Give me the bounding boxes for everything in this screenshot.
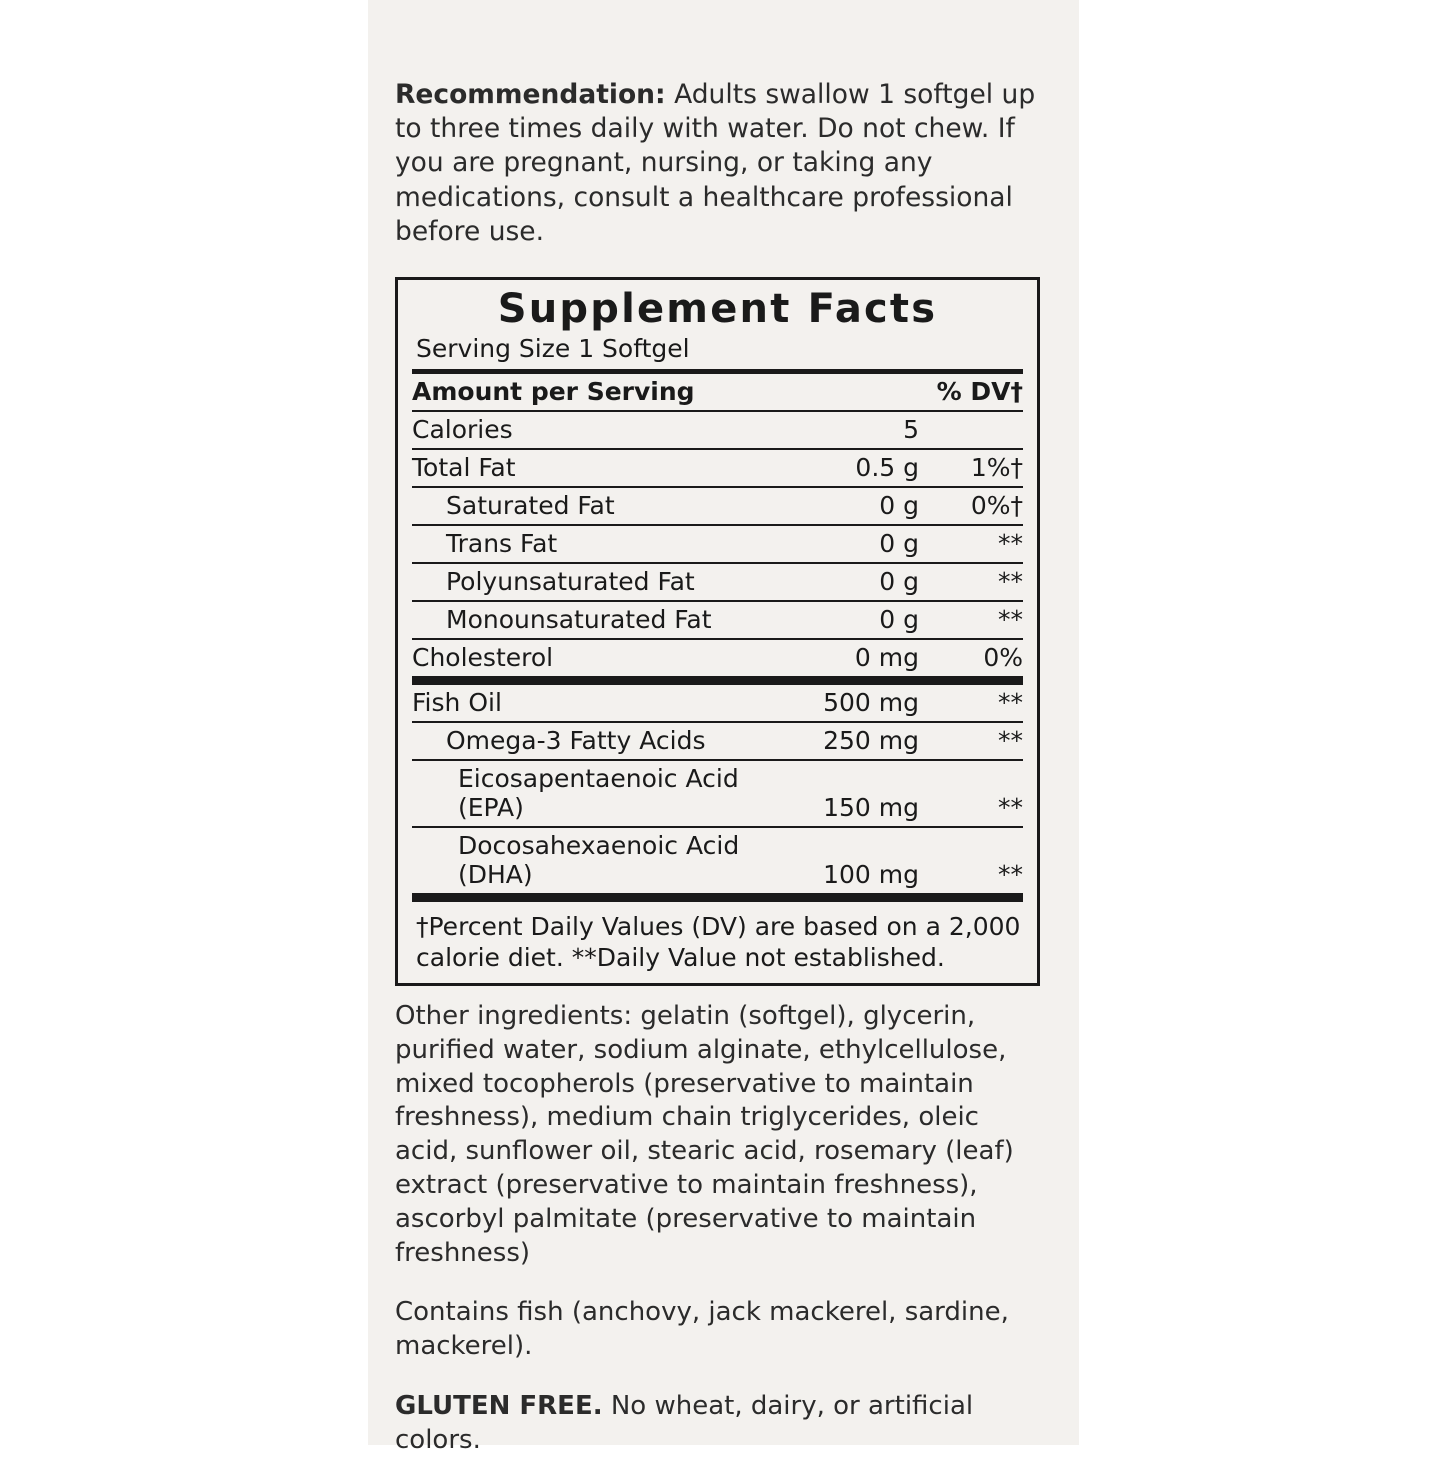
table-row xyxy=(412,449,1023,487)
row-dv: ** xyxy=(919,601,1023,639)
gluten-free-label: GLUTEN FREE. xyxy=(395,1391,603,1422)
row-amount: 0 mg xyxy=(769,639,919,681)
row-amount: 100 mg xyxy=(769,827,919,898)
row-dv: ** xyxy=(919,722,1023,760)
row-name: Docosahexaenoic Acid (DHA) xyxy=(412,827,769,898)
row-dv: 0% xyxy=(919,639,1023,681)
table-row xyxy=(412,411,1023,449)
recommendation-text: Adults swallow 1 softgel up to three times daily with water. Do not chew. If you are pregnant, nursing, or taking any medications, consult a healthcare professional before use. xyxy=(395,79,1036,247)
row-dv: ** xyxy=(919,827,1023,898)
supplement-facts-table-part1 xyxy=(412,374,1023,685)
table-row xyxy=(412,487,1023,525)
supplement-facts-title: Supplement Facts xyxy=(497,285,938,332)
dv-header: % DV† xyxy=(919,374,1023,411)
row-amount: 250 mg xyxy=(769,722,919,760)
serving-size: Serving Size 1 Softgel xyxy=(416,334,690,364)
row-dv: 1%† xyxy=(919,449,1023,487)
row-name: Fish Oil xyxy=(412,685,769,722)
row-name: Saturated Fat xyxy=(412,487,769,525)
amount-per-serving-header: Amount per Serving xyxy=(412,374,769,411)
table-row xyxy=(412,722,1023,760)
row-amount: 0 g xyxy=(769,525,919,563)
supplement-facts-table-part2 xyxy=(412,685,1023,902)
table-header-row xyxy=(412,374,1023,411)
row-amount: 5 xyxy=(769,411,919,449)
table-row xyxy=(412,827,1023,898)
row-dv: ** xyxy=(919,563,1023,601)
recommendation-block xyxy=(395,78,1040,249)
gluten-free-statement xyxy=(395,1390,1040,1458)
gluten-free-text: No wheat, dairy, or artificial colors. xyxy=(395,1391,974,1455)
row-amount: 0 g xyxy=(769,563,919,601)
row-amount: 500 mg xyxy=(769,685,919,722)
row-dv: ** xyxy=(919,525,1023,563)
table-row xyxy=(412,525,1023,563)
row-name: Cholesterol xyxy=(412,639,769,681)
row-amount: 0.5 g xyxy=(769,449,919,487)
row-amount: 150 mg xyxy=(769,760,919,827)
table-row xyxy=(412,601,1023,639)
row-dv: ** xyxy=(919,685,1023,722)
amount-header-spacer xyxy=(769,374,919,411)
row-name: Eicosapentaenoic Acid (EPA) xyxy=(412,760,769,827)
row-dv: 0%† xyxy=(919,487,1023,525)
recommendation-label: Recommendation: xyxy=(395,79,666,110)
row-name: Trans Fat xyxy=(412,525,769,563)
row-name: Monounsaturated Fat xyxy=(412,601,769,639)
row-amount: 0 g xyxy=(769,487,919,525)
row-dv xyxy=(919,411,1023,449)
table-row xyxy=(412,760,1023,827)
table-row xyxy=(412,563,1023,601)
row-name: Total Fat xyxy=(412,449,769,487)
table-row xyxy=(412,685,1023,722)
row-name: Omega-3 Fatty Acids xyxy=(412,722,769,760)
label-content xyxy=(395,0,1040,1455)
daily-value-footnote: †Percent Daily Values (DV) are based on a 2,000 calorie diet. **Daily Value not established. xyxy=(416,912,1021,972)
row-amount: 0 g xyxy=(769,601,919,639)
row-name: Polyunsaturated Fat xyxy=(412,563,769,601)
row-name: Calories xyxy=(412,411,769,449)
table-row xyxy=(412,639,1023,681)
other-ingredients: Other ingredients: gelatin (softgel), glycerin, purified water, sodium alginate, ethylcellulose, mixed tocopherols (preservative to maintain freshness), medium chain triglycerides, oleic acid, sunflower oil, stearic acid, rosemary (leaf) extract (preservative to maintain freshness), ascorbyl palmitate (preservative to maintain freshness) xyxy=(395,1001,1014,1268)
row-dv: ** xyxy=(919,760,1023,827)
supplement-facts-panel xyxy=(395,277,1040,986)
contains-allergens: Contains fish (anchovy, jack mackerel, sardine, mackerel). xyxy=(395,1297,1009,1362)
